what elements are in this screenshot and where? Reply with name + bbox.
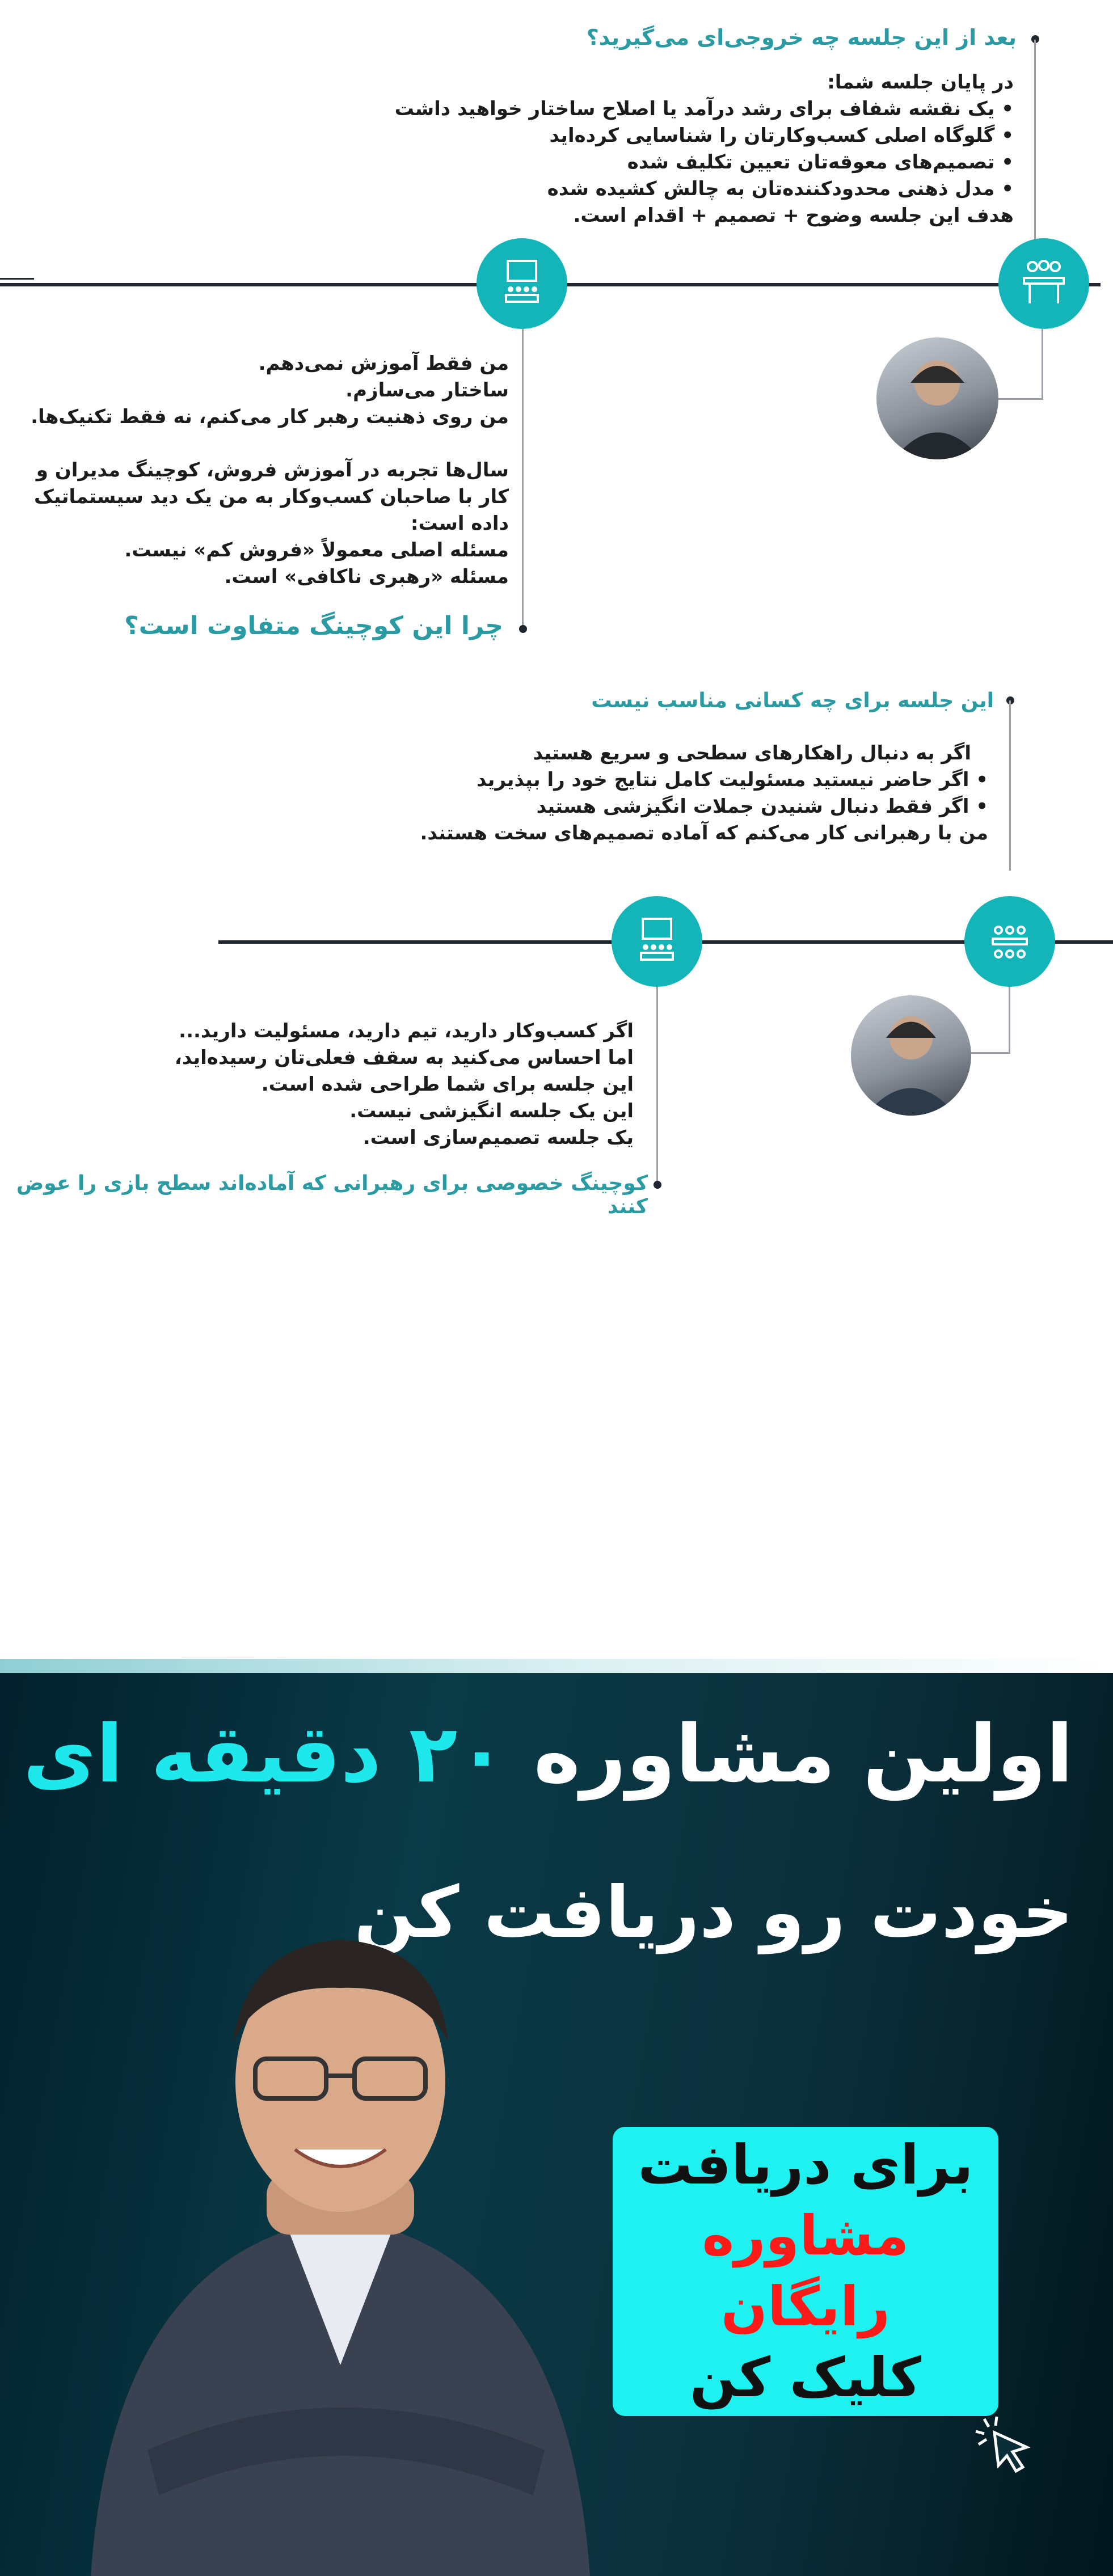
cta-line3: کلیک کن xyxy=(689,2345,922,2409)
person-icon xyxy=(876,337,998,459)
photo-connector xyxy=(1042,329,1043,400)
presentation-icon xyxy=(612,896,702,987)
section2-heading: چرا این کوچینگ متفاوت است؟ xyxy=(124,611,503,640)
photo-connector-h xyxy=(971,1052,1010,1054)
text-line: من با رهبرانی کار می‌کنم که آماده تصمیم‌های سخت هستند. xyxy=(420,822,988,844)
cursor-click-icon xyxy=(973,2413,1035,2476)
text-line: من روی ذهنیت رهبر کار می‌کنم، نه فقط تکنیک‌ها. xyxy=(31,406,509,428)
banner-headline-number: ۲۰ دقیقه ای xyxy=(23,1708,506,1801)
timeline-connector xyxy=(1034,40,1036,255)
presentation-icon-graphic xyxy=(629,913,685,970)
section4-text xyxy=(66,1018,634,1151)
text-line: من فقط آموزش نمی‌دهم. xyxy=(258,352,509,375)
timeline-dot xyxy=(519,625,527,633)
text-line: در پایان جلسه شما: xyxy=(827,71,1014,94)
photo-connector-h xyxy=(998,398,1043,400)
person-icon xyxy=(851,995,971,1116)
text-line: • یک نقشه شفاف برای رشد درآمد یا اصلاح ساختار خواهید داشت xyxy=(394,98,1014,120)
text-line: مسئله اصلی معمولاً «فروش کم» نیست. xyxy=(124,539,509,561)
text-line: این یک جلسه انگیزشی نیست. xyxy=(349,1100,634,1122)
banner-top-strip xyxy=(0,1659,1113,1675)
conference-icon xyxy=(964,896,1055,987)
cta-line1: برای دریافت xyxy=(638,2133,973,2197)
section1-heading: بعد از این جلسه چه خروجی‌ای می‌گیرید؟ xyxy=(586,25,1017,50)
text-line: • تصمیم‌های معوقه‌تان تعیین تکلیف شده xyxy=(627,151,1014,174)
cta-line2: مشاوره رایگان xyxy=(702,2204,909,2338)
timeline-connector xyxy=(522,329,524,630)
section1-text xyxy=(276,69,1014,229)
banner-subheadline: خودت رو دریافت کن xyxy=(354,1872,1073,1954)
free-consultation-button[interactable] xyxy=(613,2127,998,2416)
timeline-bar-cap xyxy=(0,278,34,280)
photo-connector xyxy=(1009,987,1010,1054)
text-line: • گلوگاه اصلی کسب‌وکارتان را شناسایی کرده‌اید xyxy=(549,124,1014,147)
banner-headline xyxy=(0,1707,1073,1802)
text-line: • اگر حاضر نیستید مسئولیت کامل نتایج خود را بپذیرید xyxy=(477,768,988,791)
text-line: اگر کسب‌وکار دارید، تیم دارید، مسئولیت دارید... xyxy=(179,1020,634,1042)
conference-icon-graphic xyxy=(1015,255,1072,312)
conference-icon xyxy=(998,238,1089,329)
text-line: اگر به دنبال راهکارهای سطحی و سریع هستید xyxy=(533,742,971,765)
text-line: کار با صاحبان کسب‌وکار به من یک دید سیستماتیک xyxy=(33,485,509,508)
banner-headline-part1: اولین مشاوره xyxy=(533,1708,1073,1801)
text-line: • اگر فقط دنبال شنیدن جملات انگیزشی هستید xyxy=(536,795,988,818)
section2-text xyxy=(10,350,509,590)
text-line: این جلسه برای شما طراحی شده است. xyxy=(261,1073,634,1096)
text-line xyxy=(10,430,509,457)
text-line: هدف این جلسه وضوح + تصمیم + اقدام است. xyxy=(573,204,1014,227)
text-line: ساختار می‌سازم. xyxy=(345,379,509,402)
text-line: مسئله «رهبری ناکافی» است. xyxy=(224,565,509,588)
presentation-icon xyxy=(477,238,567,329)
text-line: داده است: xyxy=(410,512,509,535)
conference-icon-graphic xyxy=(981,913,1038,970)
text-line: سال‌ها تجربه در آموزش فروش، کوچینگ مدیران و xyxy=(36,459,509,482)
text-line: • مدل ذهنی محدودکننده‌تان به چالش کشیده شده xyxy=(547,178,1014,200)
text-line: اما احساس می‌کنید به سقف فعلی‌تان رسیده‌اید، xyxy=(174,1046,634,1069)
timeline-dot xyxy=(654,1181,661,1189)
avatar xyxy=(876,337,998,459)
section4-heading: کوچینگ خصوصی برای رهبرانی که آماده‌اند سطح بازی را عوض کنند xyxy=(16,1172,648,1218)
consultation-banner[interactable] xyxy=(0,1673,1113,2576)
text-line: یک جلسه تصمیم‌سازی است. xyxy=(362,1126,634,1149)
timeline-connector xyxy=(656,987,658,1183)
avatar xyxy=(851,995,971,1116)
presentation-icon-graphic xyxy=(494,255,550,312)
coach-photo xyxy=(79,1855,601,2576)
section3-text xyxy=(364,740,988,847)
timeline-connector xyxy=(1009,700,1011,871)
section3-heading: این جلسه برای چه کسانی مناسب نیست xyxy=(591,689,994,712)
